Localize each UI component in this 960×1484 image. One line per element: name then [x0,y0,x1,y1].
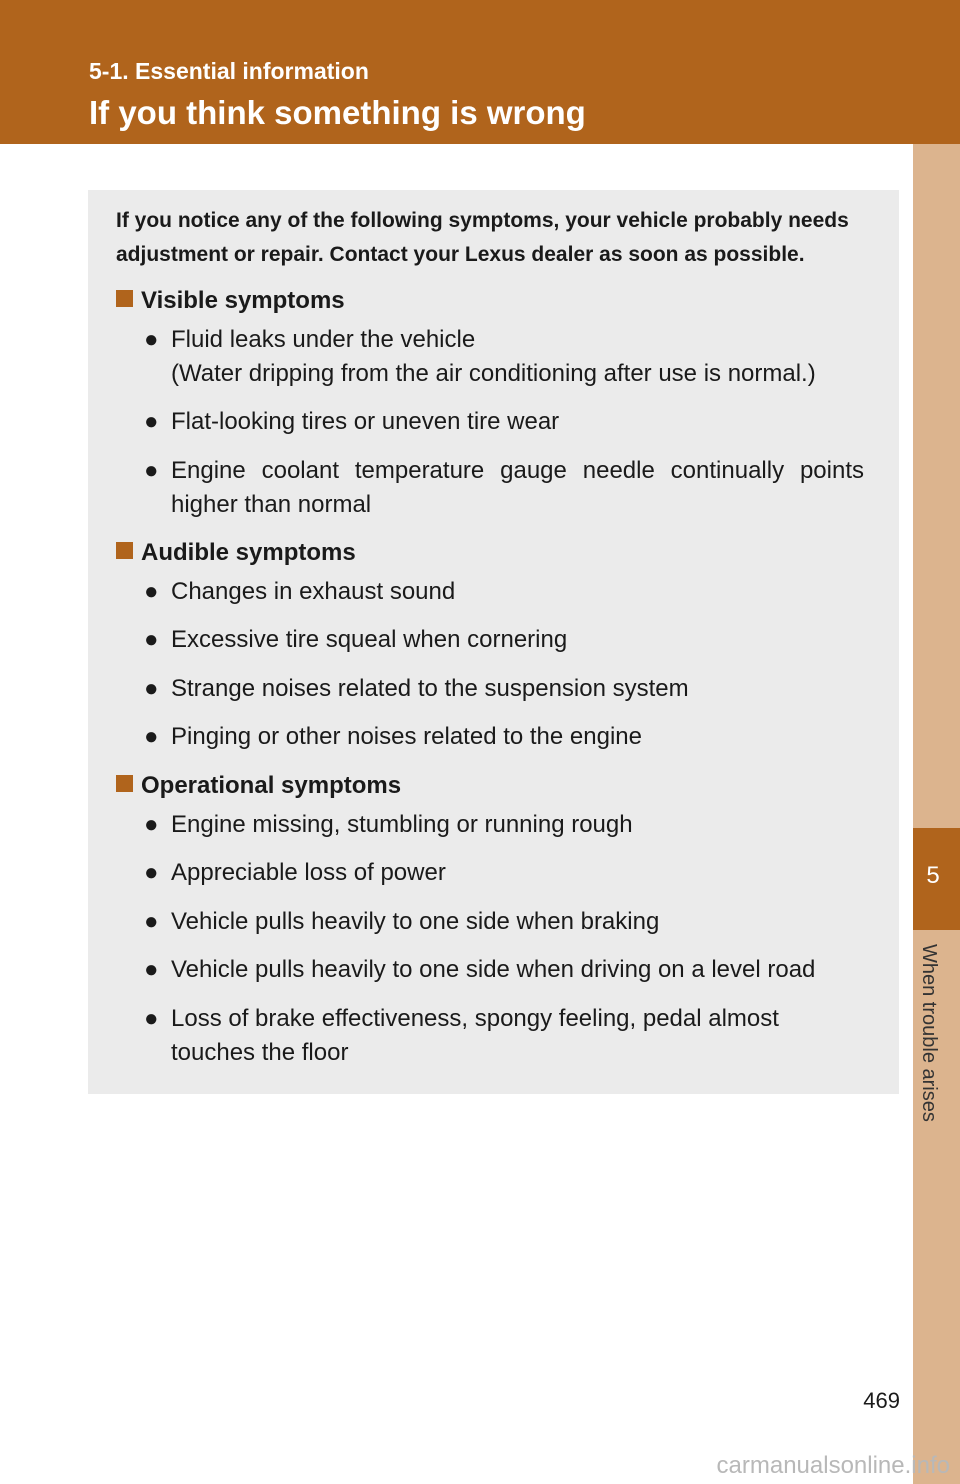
list-item [144,808,864,842]
side-tab-strip [913,144,960,1484]
list-item [144,623,864,657]
heading-audible-symptoms [116,536,356,570]
item-text: Fluid leaks under the vehicle [171,326,476,353]
heading-label: Audible symptoms [141,539,356,566]
bullet-icon: ● [144,956,159,983]
bullet-icon: ● [144,626,159,653]
bullet-icon: ● [144,908,159,935]
bullet-icon: ● [144,723,159,750]
intro-text: If you notice any of the following symptoms, your vehicle probably needs adjustment or repair. Contact your Lexus dealer as soon as possible. [116,209,849,266]
list-item [144,856,864,890]
bullet-icon: ● [144,675,159,702]
bullet-icon: ● [144,1005,159,1032]
heading-label: Visible symptoms [141,287,345,314]
chapter-name: When trouble arises [918,944,940,1122]
list-item [144,953,864,987]
bullet-icon: ● [144,326,159,353]
item-text: Loss of brake effectiveness, spongy feeling, pedal almost touches the floor [171,1005,779,1066]
watermark: carmanualsonline.info [716,1452,950,1479]
item-text: Engine coolant temperature gauge needle continually points higher than normal [171,457,864,518]
list-item [144,575,864,609]
section-label: 5-1. Essential information [89,58,369,84]
item-text: Excessive tire squeal when cornering [171,626,568,653]
page-header [0,0,960,144]
square-marker-icon [116,290,133,307]
heading-visible-symptoms [116,284,345,318]
heading-label: Operational symptoms [141,772,402,799]
item-text: Strange noises related to the suspension system [171,675,689,702]
list-item [144,672,864,706]
item-text: Changes in exhaust sound [171,578,456,605]
list-item [144,405,864,439]
item-note: (Water dripping from the air conditioning after use is normal.) [171,360,816,387]
list-item [144,323,864,391]
bullet-icon: ● [144,578,159,605]
chapter-number: 5 [926,862,940,889]
bullet-icon: ● [144,859,159,886]
square-marker-icon [116,542,133,559]
item-text: Vehicle pulls heavily to one side when braking [171,908,660,935]
item-text: Pinging or other noises related to the engine [171,723,642,750]
item-text: Flat-looking tires or uneven tire wear [171,408,560,435]
list-item [144,1002,864,1070]
list-item [144,720,864,754]
page-number: 469 [863,1388,900,1413]
square-marker-icon [116,775,133,792]
bullet-icon: ● [144,408,159,435]
bullet-icon: ● [144,457,159,484]
item-text: Engine missing, stumbling or running rough [171,811,633,838]
list-item [144,454,864,522]
item-text: Appreciable loss of power [171,859,446,886]
item-text: Vehicle pulls heavily to one side when driving on a level road [171,956,816,983]
list-item [144,905,864,939]
heading-operational-symptoms [116,769,401,803]
page-title: If you think something is wrong [89,94,586,131]
bullet-icon: ● [144,811,159,838]
symptoms-box [88,190,899,1094]
